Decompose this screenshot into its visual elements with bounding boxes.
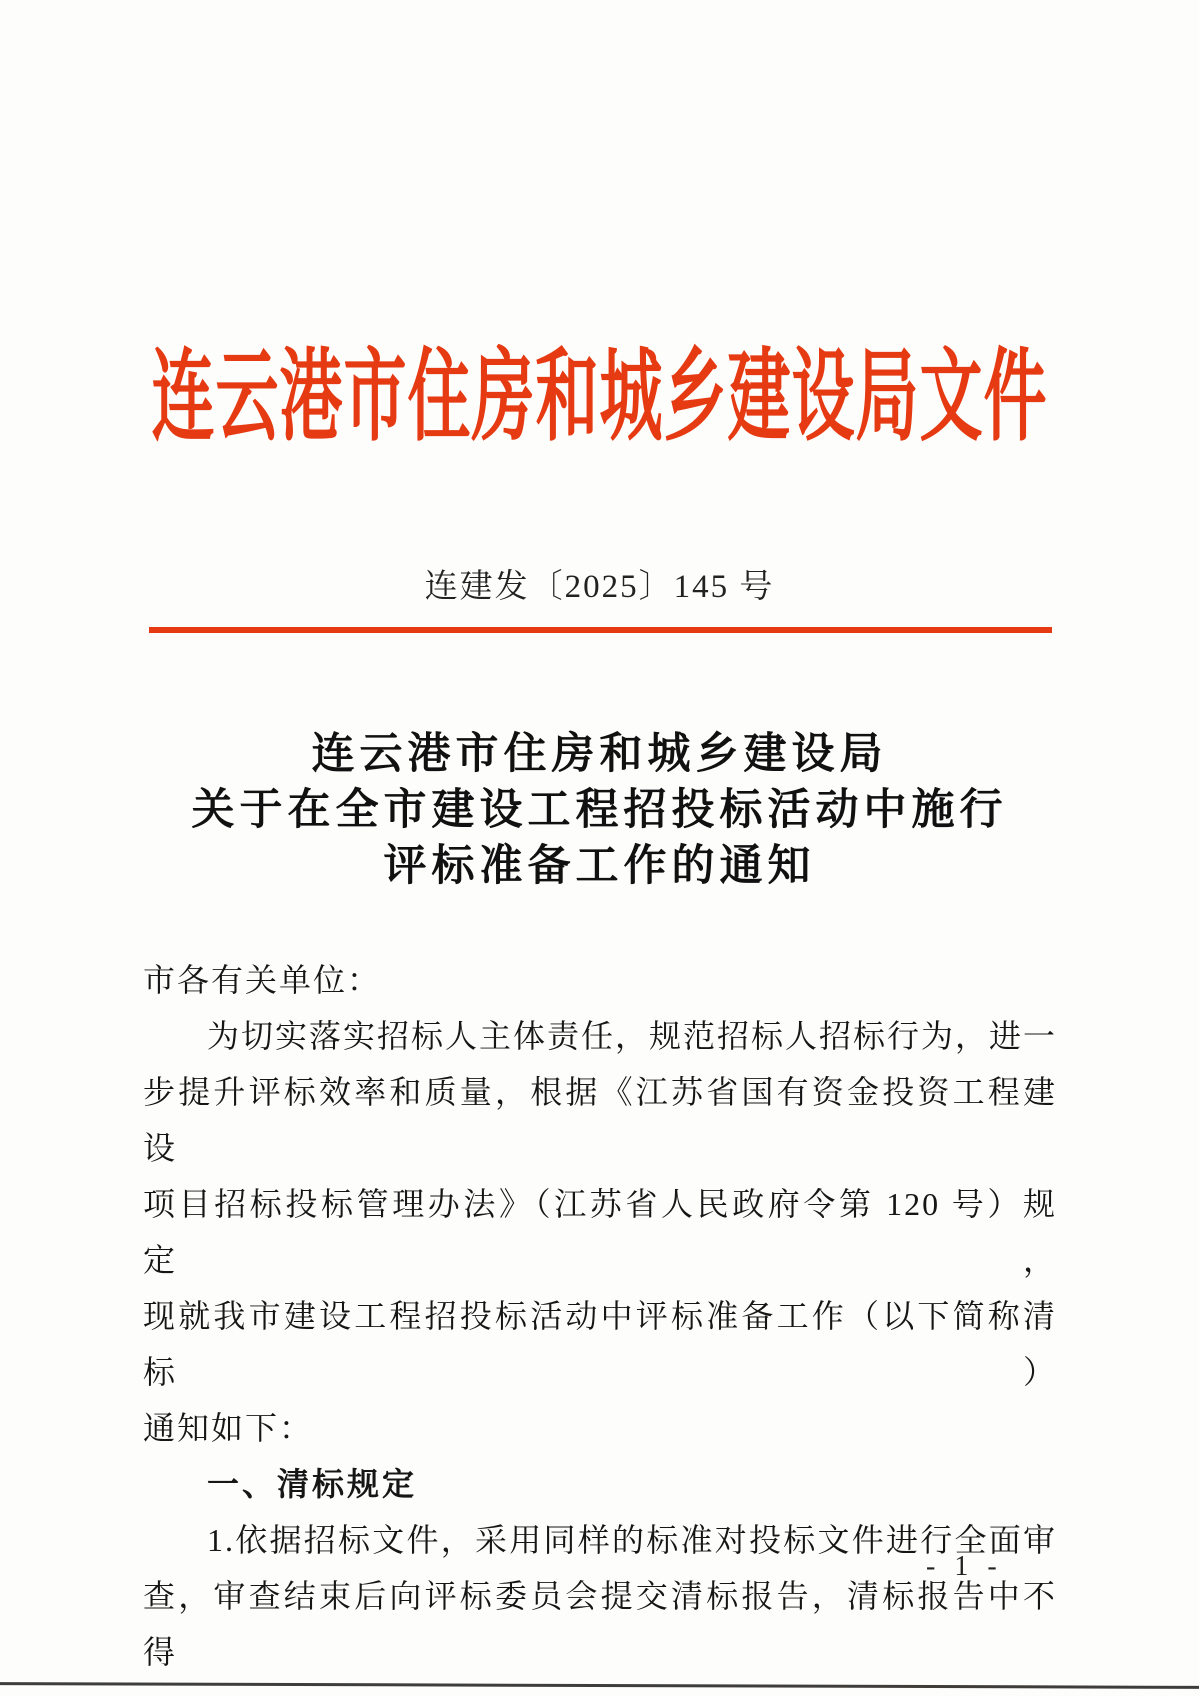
body-line: 通知如下： [143,1410,314,1446]
doc-number: 连建发〔2025〕145 号 [424,569,775,605]
section-heading: 一、清标规定 [207,1466,418,1502]
title-line-3: 评标准备工作的通知 [383,843,816,890]
body-line: 查，审查结束后向评标委员会提交清标报告，清标报告中不得 [143,1578,1057,1670]
document-body [143,952,1057,1680]
page-number: - 1 - [926,1551,1003,1582]
title-line-1: 连云港市住房和城乡建设局 [311,731,888,778]
salutation: 市各有关单位： [143,962,382,998]
body-line: 现就我市建设工程招投标活动中评标准备工作（以下简称清标） [143,1298,1057,1390]
body-line: 项目招标投标管理办法》（江苏省人民政府令第 120 号）规定， [143,1186,1057,1278]
document-title [0,727,1199,895]
body-line: 步提升评标效率和质量，根据《江苏省国有资金投资工程建设 [143,1074,1057,1166]
title-line-2: 关于在全市建设工程招投标活动中施行 [191,787,1008,834]
red-separator-line [149,627,1052,633]
body-line: 为切实落实招标人主体责任，规范招标人招标行为，进一 [207,1018,1058,1054]
masthead-title: 连云港市住房和城乡建设局文件 [151,340,1048,453]
masthead [0,318,1199,458]
scan-edge-line [0,1682,1199,1688]
body-line: 1.依据招标文件，采用同样的标准对投标文件进行全面审 [207,1522,1057,1558]
